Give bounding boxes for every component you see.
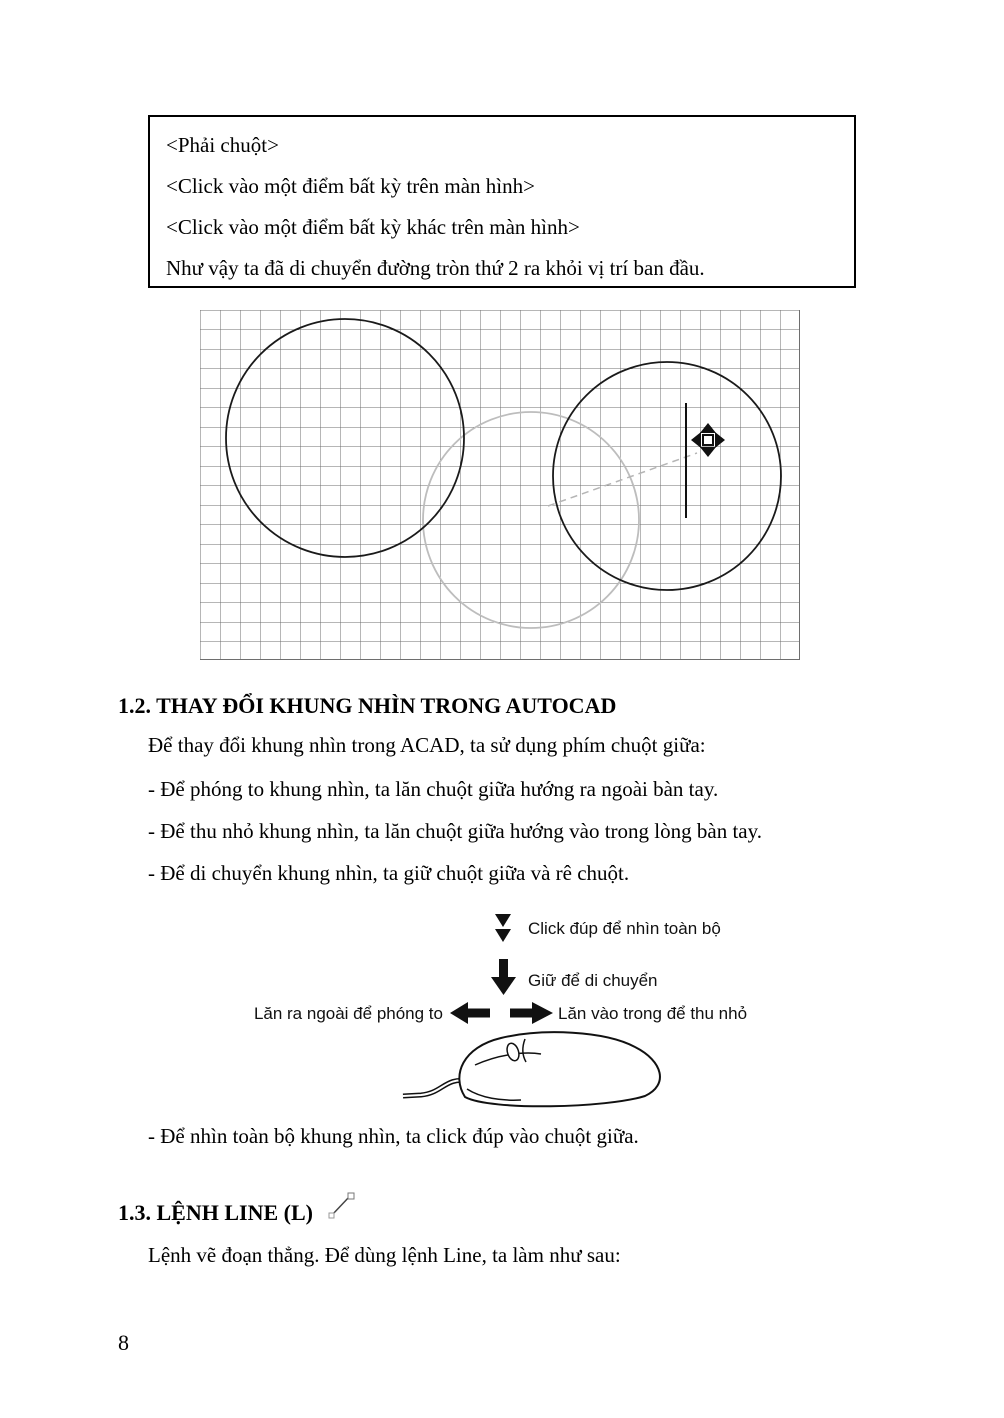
label-double-click: Click đúp để nhìn toàn bộ [528,919,721,938]
mouse-diagram [225,905,785,1115]
circles-move-figure [200,310,800,660]
mouse-figure [225,905,785,1115]
page-number: 8 [118,1330,129,1355]
section-1-3-heading [118,1196,359,1230]
instruction-line: <Click vào một điểm bất kỳ trên màn hình> [166,174,535,198]
line-tool-icon [323,1188,359,1222]
bullet-zoom-out: - Để thu nhỏ khung nhìn, ta lăn chuột giữa hướng vào trong lòng bàn tay. [148,819,762,843]
instruction-box [148,115,856,288]
label-hold: Giữ để di chuyển [528,971,658,990]
left-arrow-icon [450,1002,490,1024]
section-1-2-heading: 1.2. THAY ĐỔI KHUNG NHÌN TRONG AUTOCAD [118,693,617,718]
mouse-drawing [403,1032,660,1106]
instruction-line: <Phải chuột> [166,133,279,157]
label-scroll-out: Lăn ra ngoài để phóng to [253,1004,443,1023]
right-arrow-icon [510,1002,553,1024]
section-1-2-intro: Để thay đổi khung nhìn trong ACAD, ta sử dụng phím chuột giữa: [148,733,706,757]
down-arrow-icon [491,959,516,995]
bullet-zoom-in: - Để phóng to khung nhìn, ta lăn chuột giữa hướng ra ngoài bàn tay. [148,777,719,801]
section-1-2-closing: - Để nhìn toàn bộ khung nhìn, ta click đúp vào chuột giữa. [148,1124,639,1148]
double-down-arrow-icon [495,914,511,942]
bullet-pan: - Để di chuyển khung nhìn, ta giữ chuột giữa và rê chuột. [148,861,630,885]
section-1-3-heading-text: 1.3. LỆNH LINE (L) [118,1200,313,1225]
label-scroll-in: Lăn vào trong để thu nhỏ [558,1004,748,1023]
instruction-line: Như vậy ta đã di chuyển đường tròn thứ 2 ra khỏi vị trí ban đầu. [166,256,705,280]
instruction-line: <Click vào một điểm bất kỳ khác trên màn hình> [166,215,580,239]
grid-canvas [200,310,800,660]
section-1-3-intro: Lệnh vẽ đoạn thẳng. Để dùng lệnh Line, ta làm như sau: [148,1243,621,1267]
grid-background [200,310,800,660]
